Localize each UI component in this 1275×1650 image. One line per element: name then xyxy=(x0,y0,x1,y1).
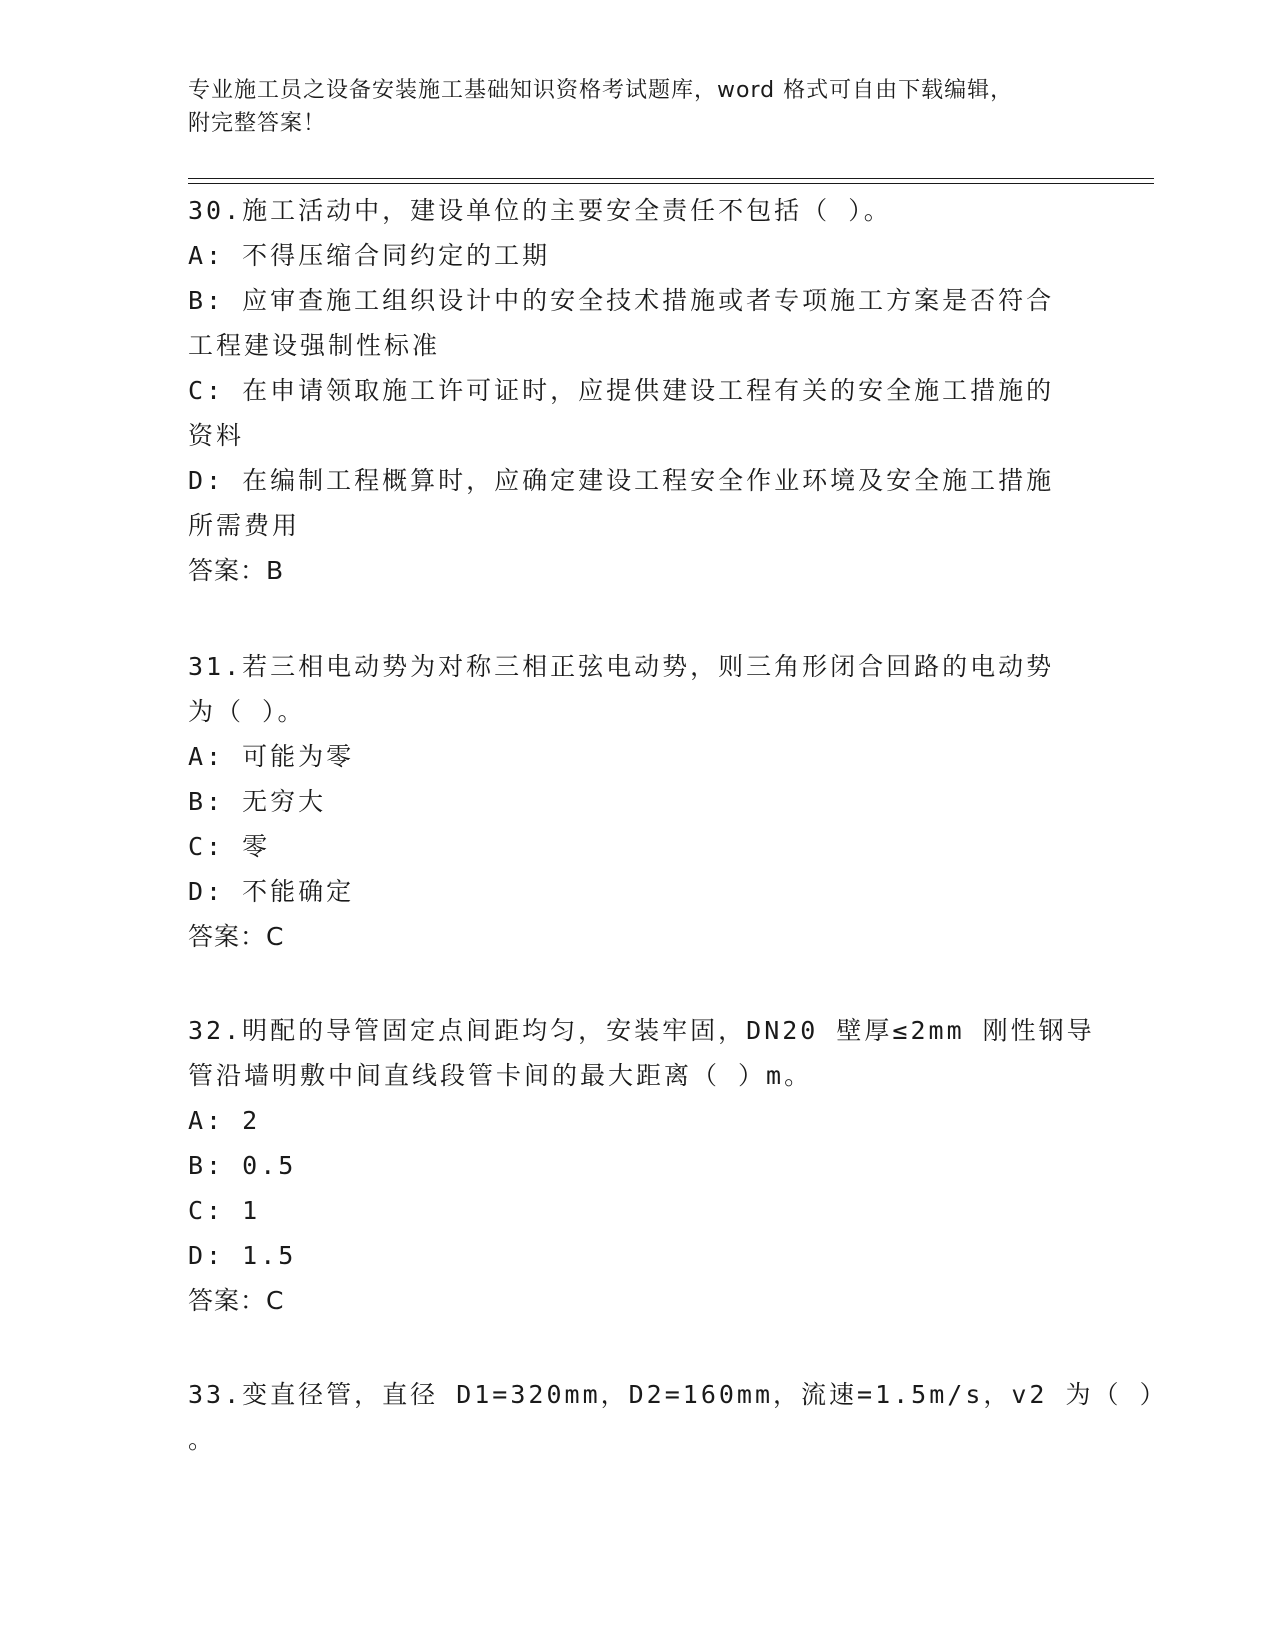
question-stem: 31.若三相电动势为对称三相正弦电动势，则三角形闭合回路的电动势 xyxy=(188,652,1055,681)
question-stem-continued: 为（ ）。 xyxy=(188,697,306,726)
option-c: C: 在申请领取施工许可证时，应提供建设工程有关的安全施工措施的 xyxy=(188,376,1055,405)
option-a: A: 可能为零 xyxy=(188,742,355,771)
option-a: A: 2 xyxy=(188,1106,261,1135)
header-line-2: 附完整答案！ xyxy=(188,111,327,136)
option-b: B: 0.5 xyxy=(188,1151,297,1180)
question-30 xyxy=(188,188,1068,593)
option-d-continued: 所需费用 xyxy=(188,511,301,540)
question-33 xyxy=(188,1372,1168,1462)
option-d: D: 在编制工程概算时，应确定建设工程安全作业环境及安全施工措施 xyxy=(188,466,1055,495)
question-stem-continued: 管沿墙明敷中间直线段管卡间的最大距离（ ）m。 xyxy=(188,1061,813,1090)
header-divider-top xyxy=(188,178,1154,179)
question-stem: 30.施工活动中，建设单位的主要安全责任不包括（ ）。 xyxy=(188,196,892,225)
option-c: C: 1 xyxy=(188,1196,261,1225)
question-31 xyxy=(188,644,1068,959)
question-stem-continued: 。 xyxy=(188,1425,217,1454)
option-d: D: 不能确定 xyxy=(188,877,355,906)
question-stem: 32.明配的导管固定点间距均匀，安装牢固，DN20 壁厚≤2mm 刚性钢导 xyxy=(188,1016,1095,1045)
header-line-1: 专业施工员之设备安装施工基础知识资格考试题库，word 格式可自由下载编辑， xyxy=(188,78,1014,103)
option-c-continued: 资料 xyxy=(188,421,245,450)
option-b-continued: 工程建设强制性标准 xyxy=(188,331,441,360)
answer-label: 答案：C xyxy=(188,1286,285,1315)
question-stem: 33.变直径管，直径 D1=320mm，D2=160mm，流速=1.5m/s，v2 为（ ） xyxy=(188,1380,1168,1409)
document-header xyxy=(188,74,1068,140)
answer-label: 答案：C xyxy=(188,922,285,951)
answer-label: 答案：B xyxy=(188,556,285,585)
option-b: B: 无穷大 xyxy=(188,787,327,816)
option-b: B: 应审查施工组织设计中的安全技术措施或者专项施工方案是否符合 xyxy=(188,286,1055,315)
header-divider-bottom xyxy=(188,183,1154,184)
option-d: D: 1.5 xyxy=(188,1241,297,1270)
option-a: A: 不得压缩合同约定的工期 xyxy=(188,241,551,270)
option-c: C: 零 xyxy=(188,832,271,861)
question-32 xyxy=(188,1008,1095,1323)
